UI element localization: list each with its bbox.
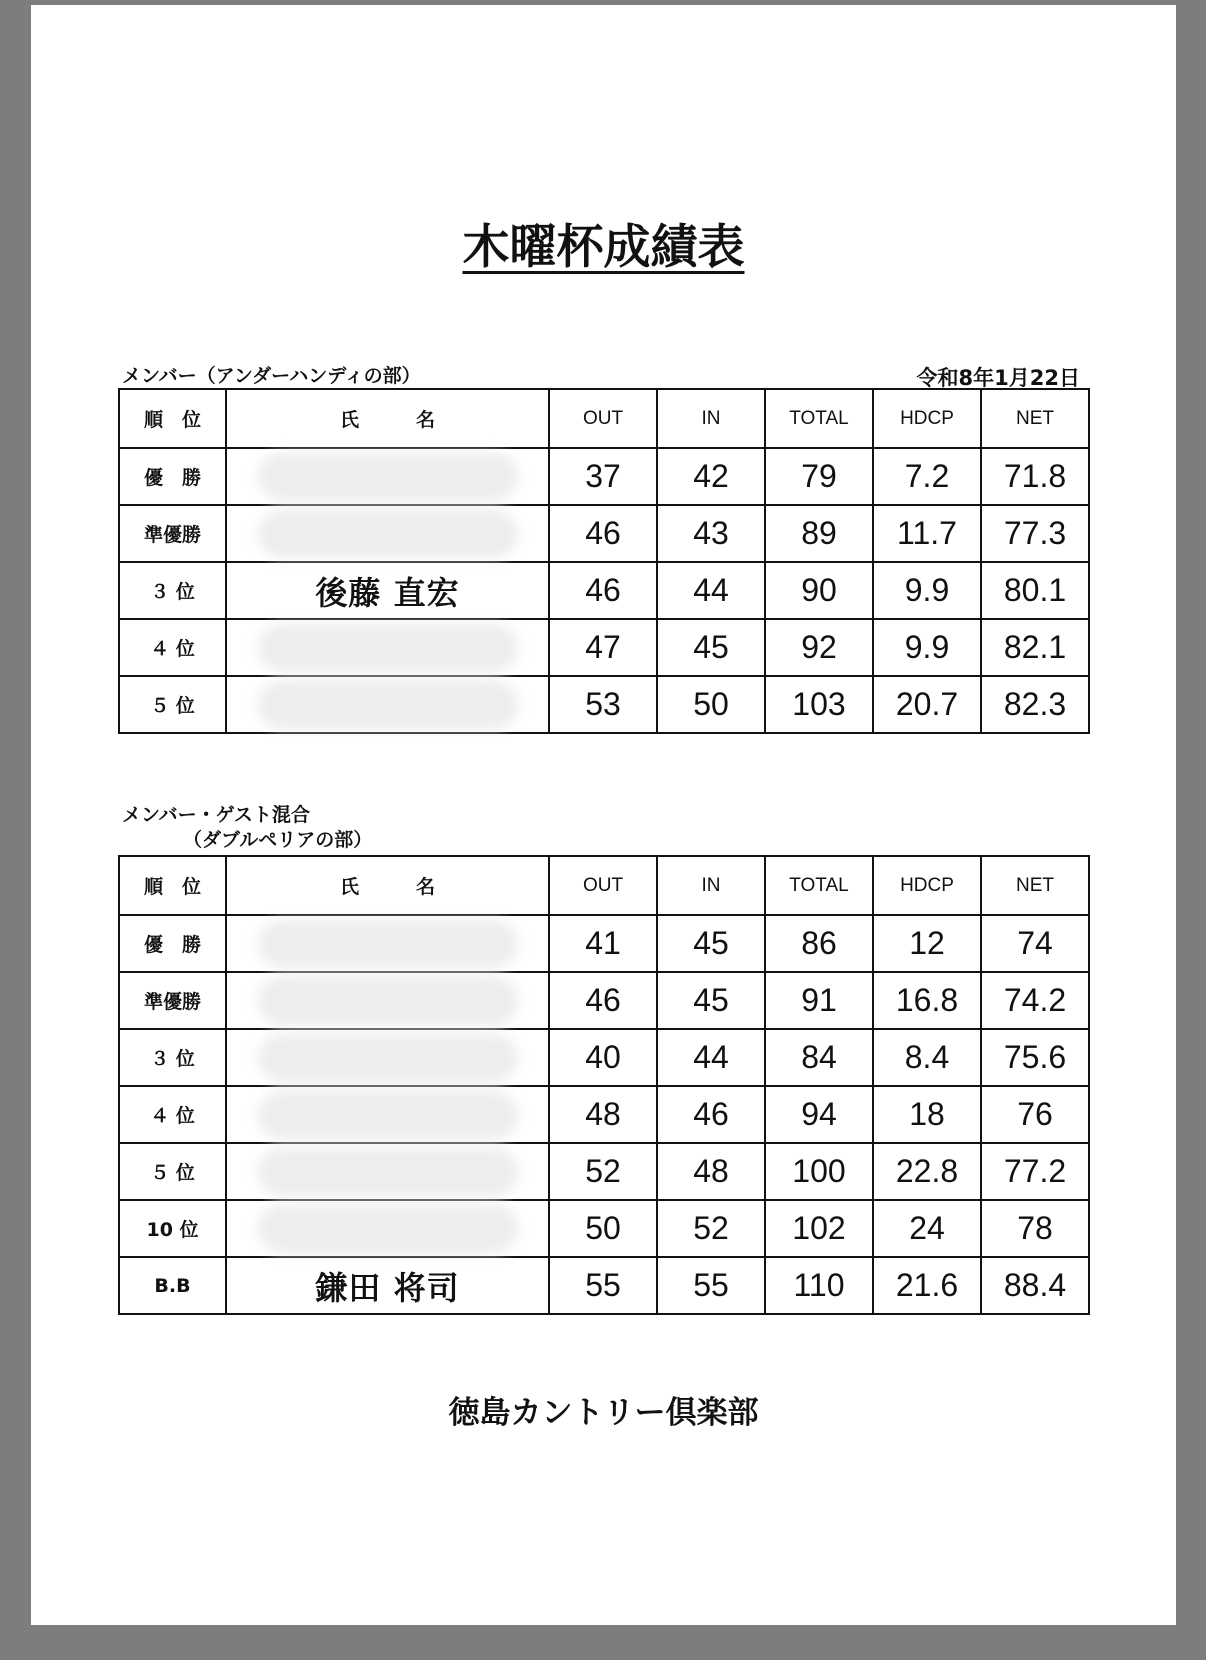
redacted-name-blur (258, 1205, 518, 1253)
header-in: IN (657, 389, 765, 448)
rank-cell: 準優勝 (119, 505, 226, 562)
table-row (119, 448, 1089, 505)
in-score-cell: 44 (657, 1029, 765, 1086)
in-score-cell: 50 (657, 676, 765, 733)
out-score-cell: 55 (549, 1257, 657, 1314)
in-score-cell: 55 (657, 1257, 765, 1314)
in-score-cell: 45 (657, 972, 765, 1029)
hdcp-cell: 7.2 (873, 448, 981, 505)
name-cell (226, 1086, 549, 1143)
rank-cell: 準優勝 (119, 972, 226, 1029)
header-net: NET (981, 856, 1089, 915)
total-score-cell: 100 (765, 1143, 873, 1200)
name-cell (226, 1029, 549, 1086)
table-row (119, 915, 1089, 972)
redacted-name-blur (258, 1148, 518, 1196)
out-score-cell: 48 (549, 1086, 657, 1143)
hdcp-cell: 8.4 (873, 1029, 981, 1086)
out-score-cell: 46 (549, 562, 657, 619)
hdcp-cell: 21.6 (873, 1257, 981, 1314)
hdcp-cell: 24 (873, 1200, 981, 1257)
table-row (119, 1200, 1089, 1257)
net-score-cell: 74 (981, 915, 1089, 972)
out-score-cell: 40 (549, 1029, 657, 1086)
hdcp-cell: 12 (873, 915, 981, 972)
total-score-cell: 84 (765, 1029, 873, 1086)
section2-label-line2: （ダブルペリアの部） (183, 829, 373, 851)
name-cell: 後藤 直宏 (226, 562, 549, 619)
out-score-cell: 41 (549, 915, 657, 972)
rank-cell: ５ 位 (119, 1143, 226, 1200)
hdcp-cell: 9.9 (873, 619, 981, 676)
header-out: OUT (549, 856, 657, 915)
redacted-name-blur (258, 453, 518, 501)
table-header-row (119, 856, 1089, 915)
redacted-name-blur (258, 977, 518, 1025)
table-row (119, 1086, 1089, 1143)
rank-cell: 優 勝 (119, 448, 226, 505)
redacted-name-blur (258, 624, 518, 672)
table-row (119, 1029, 1089, 1086)
in-score-cell: 43 (657, 505, 765, 562)
out-score-cell: 53 (549, 676, 657, 733)
out-score-cell: 37 (549, 448, 657, 505)
name-cell (226, 972, 549, 1029)
name-cell (226, 1143, 549, 1200)
section1-label: メンバー（アンダーハンディの部） (122, 365, 421, 387)
redacted-name-blur (258, 920, 518, 968)
header-name: 氏 名 (226, 389, 549, 448)
header-name: 氏 名 (226, 856, 549, 915)
page-title: 木曜杯成績表 (462, 220, 745, 275)
net-score-cell: 82.1 (981, 619, 1089, 676)
net-score-cell: 78 (981, 1200, 1089, 1257)
net-score-cell: 80.1 (981, 562, 1089, 619)
header-hdcp: HDCP (873, 856, 981, 915)
section2-label-line1: メンバー・ゲスト混合 (122, 804, 310, 826)
rank-cell: ３ 位 (119, 1029, 226, 1086)
name-cell (226, 676, 549, 733)
hdcp-cell: 9.9 (873, 562, 981, 619)
rank-cell: ４ 位 (119, 1086, 226, 1143)
table-header-row (119, 389, 1089, 448)
total-score-cell: 86 (765, 915, 873, 972)
net-score-cell: 88.4 (981, 1257, 1089, 1314)
header-rank: 順 位 (119, 389, 226, 448)
club-name-footer: 徳島カントリー倶楽部 (448, 1395, 759, 1431)
document-page (31, 5, 1176, 1625)
total-score-cell: 90 (765, 562, 873, 619)
in-score-cell: 44 (657, 562, 765, 619)
header-hdcp: HDCP (873, 389, 981, 448)
redacted-name-blur (258, 1034, 518, 1082)
name-cell (226, 505, 549, 562)
total-score-cell: 103 (765, 676, 873, 733)
total-score-cell: 94 (765, 1086, 873, 1143)
header-net: NET (981, 389, 1089, 448)
rank-cell: ３ 位 (119, 562, 226, 619)
hdcp-cell: 11.7 (873, 505, 981, 562)
redacted-name-blur (258, 510, 518, 558)
name-cell (226, 915, 549, 972)
in-score-cell: 42 (657, 448, 765, 505)
in-score-cell: 52 (657, 1200, 765, 1257)
table-row (119, 619, 1089, 676)
rank-cell: B.B (119, 1257, 226, 1314)
redacted-name-blur (258, 1091, 518, 1139)
table-row (119, 562, 1089, 619)
out-score-cell: 50 (549, 1200, 657, 1257)
net-score-cell: 77.3 (981, 505, 1089, 562)
net-score-cell: 77.2 (981, 1143, 1089, 1200)
header-total: TOTAL (765, 389, 873, 448)
header-out: OUT (549, 389, 657, 448)
out-score-cell: 46 (549, 972, 657, 1029)
in-score-cell: 48 (657, 1143, 765, 1200)
table-row (119, 505, 1089, 562)
header-in: IN (657, 856, 765, 915)
table-row (119, 1257, 1089, 1314)
total-score-cell: 89 (765, 505, 873, 562)
total-score-cell: 91 (765, 972, 873, 1029)
net-score-cell: 71.8 (981, 448, 1089, 505)
net-score-cell: 75.6 (981, 1029, 1089, 1086)
in-score-cell: 45 (657, 619, 765, 676)
hdcp-cell: 20.7 (873, 676, 981, 733)
total-score-cell: 102 (765, 1200, 873, 1257)
net-score-cell: 76 (981, 1086, 1089, 1143)
out-score-cell: 46 (549, 505, 657, 562)
header-rank: 順 位 (119, 856, 226, 915)
hdcp-cell: 18 (873, 1086, 981, 1143)
in-score-cell: 45 (657, 915, 765, 972)
redacted-name-blur (258, 681, 518, 729)
net-score-cell: 82.3 (981, 676, 1089, 733)
name-cell (226, 448, 549, 505)
name-cell (226, 1200, 549, 1257)
in-score-cell: 46 (657, 1086, 765, 1143)
section2-results-table (118, 855, 1090, 1315)
section1-results-table (118, 388, 1090, 734)
total-score-cell: 92 (765, 619, 873, 676)
hdcp-cell: 22.8 (873, 1143, 981, 1200)
table-row (119, 1143, 1089, 1200)
total-score-cell: 79 (765, 448, 873, 505)
total-score-cell: 110 (765, 1257, 873, 1314)
hdcp-cell: 16.8 (873, 972, 981, 1029)
rank-cell: 10 位 (119, 1200, 226, 1257)
date-label: 令和8年1月22日 (916, 366, 1080, 390)
name-cell: 鎌田 将司 (226, 1257, 549, 1314)
header-total: TOTAL (765, 856, 873, 915)
table-row (119, 972, 1089, 1029)
table-row (119, 676, 1089, 733)
rank-cell: 優 勝 (119, 915, 226, 972)
out-score-cell: 47 (549, 619, 657, 676)
name-cell (226, 619, 549, 676)
rank-cell: ５ 位 (119, 676, 226, 733)
net-score-cell: 74.2 (981, 972, 1089, 1029)
rank-cell: ４ 位 (119, 619, 226, 676)
out-score-cell: 52 (549, 1143, 657, 1200)
